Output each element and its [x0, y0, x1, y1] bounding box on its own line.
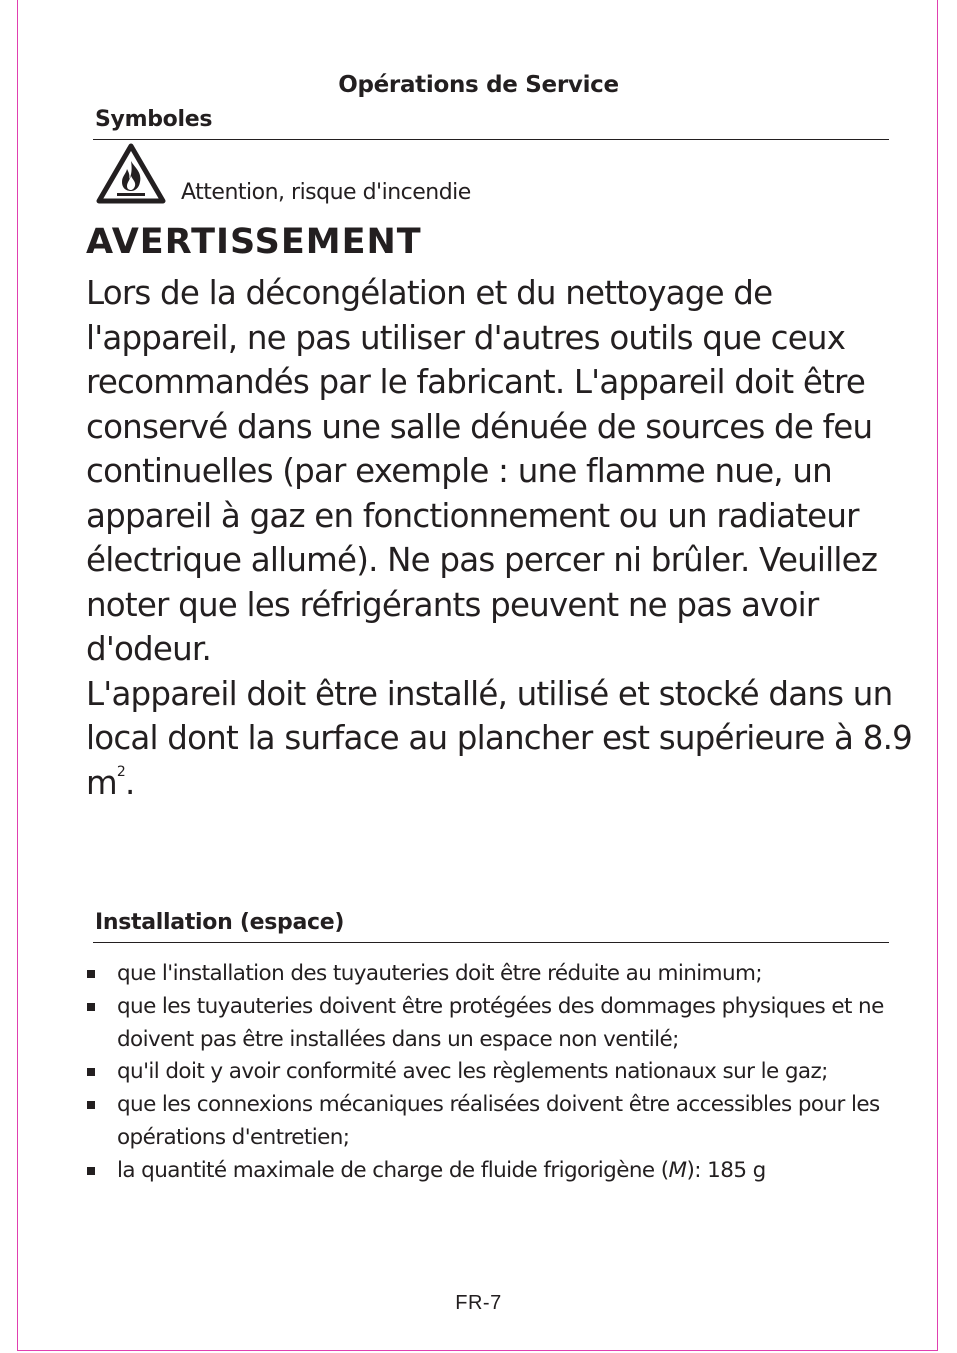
warning-title: AVERTISSEMENT — [86, 222, 422, 262]
list-item — [86, 1089, 886, 1155]
list-item — [86, 991, 886, 1057]
page-number: FR-7 — [455, 1292, 502, 1314]
list-item-text: qu'il doit y avoir conformité avec les règlements nationaux sur le gaz; — [117, 1059, 828, 1085]
warning-body — [86, 271, 916, 805]
bullet-square-icon — [87, 970, 95, 978]
warning-paragraph-2-end: . — [124, 763, 135, 802]
area-unit-superscript: 2 — [116, 763, 125, 780]
bullet-square-icon — [87, 1068, 95, 1076]
list-item-text: que les tuyauteries doivent être protégées des dommages physiques et ne doivent pas être installées dans un espace non ventilé; — [117, 993, 884, 1052]
list-item-text: la quantité maximale de charge de fluide frigorigène ( — [117, 1157, 669, 1183]
page-header-title: Opérations de Service — [338, 72, 619, 98]
list-item — [86, 1155, 886, 1188]
symbols-section-title: Symboles — [95, 107, 213, 132]
list-item-text: que les connexions mécaniques réalisées doivent être accessibles pour les opérations d'entretien; — [117, 1092, 880, 1150]
fire-warning-caption: Attention, risque d'incendie — [181, 180, 471, 205]
fire-warning-icon — [96, 143, 166, 205]
list-item — [86, 1056, 886, 1089]
bullet-square-icon — [87, 1101, 95, 1109]
charge-symbol: M — [668, 1157, 687, 1183]
bullet-square-icon — [87, 1003, 95, 1011]
installation-section-title: Installation (espace) — [95, 910, 345, 935]
bullet-square-icon — [87, 1167, 95, 1175]
charge-value: ): 185 g — [686, 1157, 766, 1183]
warning-paragraph-2 — [86, 672, 916, 806]
symbols-divider — [93, 139, 889, 140]
warning-paragraph-2-text: L'appareil doit être installé, utilisé et stocké dans un local dont la surface au plancher est supérieure à 8.9 m — [86, 674, 912, 802]
list-item-text: que l'installation des tuyauteries doit être réduite au minimum; — [117, 961, 762, 986]
warning-paragraph-1: Lors de la décongélation et du nettoyage de l'appareil, ne pas utiliser d'autres outils que ceux recommandés par le fabricant. L'appareil doit être conservé dans une salle dénuée de sources de feu continuelles (par exemple : une flamme nue, un appareil à gaz en fonctionnement ou un radiateur électrique allumé). Ne pas percer ni brûler. Veuillez noter que les réfrigérants peuvent ne pas avoir d'odeur. — [86, 274, 878, 668]
installation-divider — [93, 942, 889, 943]
installation-list — [86, 958, 886, 1188]
list-item — [86, 958, 886, 991]
